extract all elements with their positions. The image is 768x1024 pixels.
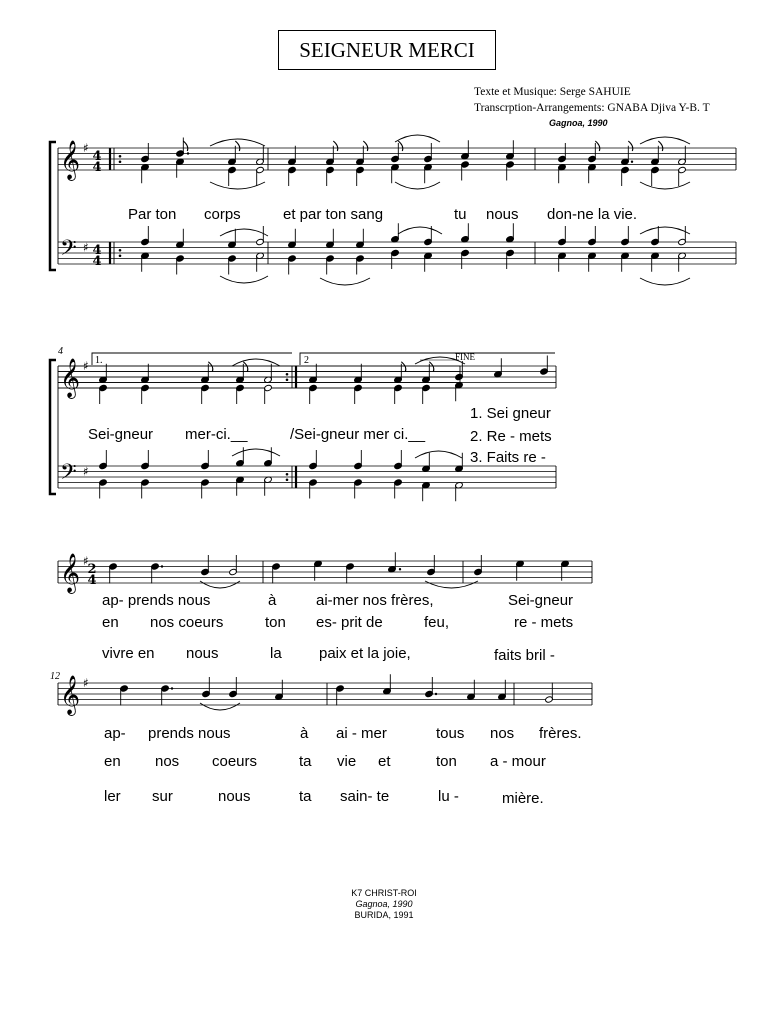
lyric-s3-v2-3: es- prit de [316,614,383,631]
lyric-s2-2: /Sei-gneur mer ci.__ [290,426,426,443]
footer [0,888,768,921]
lyric-s4-v2-4: vie [337,753,357,770]
footer-place: Gagnoa, 1990 [355,899,413,909]
system-bracket [50,360,56,494]
lyric-s4-v3-3: ta [299,788,312,805]
lyric-s4-v1-2: à [300,725,309,742]
lyric-s4-v2-6: ton [436,753,457,770]
credit-text-music: Texte et Musique: Serge SAHUIE [474,86,631,98]
lyric-s3-v3-2: la [270,645,282,662]
repeat-dot [119,160,122,163]
time-sig-den: 4 [92,254,102,269]
slur [415,451,462,458]
treble-clef: 𝄞 [60,675,81,716]
volta-2-number: 2 [304,355,309,366]
lyric-s3-v1-2: ai-mer nos frères, [316,592,434,609]
treble-clef: 𝄞 [60,140,81,181]
song-title: SEIGNEUR MERCI [299,37,475,62]
repeat-dot [119,155,122,158]
repeat-dot [286,373,289,376]
lyric-s3-v1-0: ap- prends nous [102,592,211,609]
lyric-s4-v2-7: a - mour [490,753,546,770]
lyric-s4-v1-1: prends nous [148,725,231,742]
lyric-s4-v1-5: nos [490,725,515,742]
verse1-start: 1. Sei gneur [470,405,551,422]
note-dot [435,693,437,695]
bass-clef: 𝄢 [60,236,77,267]
note-dot [631,161,633,163]
key-sharp: ♯ [83,554,89,568]
lyric-s3-v2-5: re - mets [514,614,574,631]
note-flag [398,141,403,151]
slur [640,278,690,285]
footer-burida: BURIDA, 1991 [354,910,414,920]
lyric-s4-v2-0: en [104,753,121,770]
lyric-s2-1: mer-ci.__ [185,426,248,443]
repeat-dot [286,478,289,481]
slur [398,227,442,234]
lyric-s4-v3-6: mière. [502,790,544,807]
lyric-s4-v2-1: nos [155,753,180,770]
repeat-dot [286,378,289,381]
key-sharp: ♯ [83,676,89,690]
lyric-s3-v2-0: en [102,614,119,631]
slur [220,229,268,236]
note-dot [399,568,401,570]
lyric-s1-1: corps [204,206,241,223]
time-sig-den: 4 [87,573,97,588]
key-sharp: ♯ [83,141,89,155]
credit-place: Gagnoa, 1990 [549,118,608,128]
lyric-s1-4: nous [486,206,519,223]
lyric-s3-v3-1: nous [186,645,219,662]
note-flag [243,362,248,372]
note-flag [333,141,338,151]
verse2-start: 2. Re - mets [470,428,552,445]
lyric-s4-v1-6: frères. [539,725,582,742]
time-sig-num: 4 [92,149,102,164]
measure-number-4: 4 [58,346,63,357]
lyric-s4-v1-0: ap- [104,725,126,742]
lyric-s4-v1-3: ai - mer [336,725,387,742]
slur [395,182,440,189]
lyric-s1-2: et par ton sang [283,206,384,223]
slur [640,137,690,144]
note-dot [161,565,163,567]
lyric-s4-v3-5: lu - [438,788,459,805]
lyric-s1-0: Par ton [128,206,177,223]
lyric-s3-v3-0: vivre en [102,645,155,662]
note-flag [628,141,633,151]
lyric-s4-v3-4: sain- te [340,788,390,805]
system-bracket [50,142,56,270]
fine-marking: FINE [455,352,475,362]
repeat-dot [119,249,122,252]
lyric-s4-v2-3: ta [299,753,312,770]
slur [200,703,240,710]
footer-album: K7 CHRIST-ROI [351,888,417,898]
time-sig-num: 2 [87,562,97,577]
time-sig-num: 4 [92,243,102,258]
slur [320,278,370,285]
volta-1-number: 1. [95,355,103,366]
note-flag [363,141,368,151]
lyric-s1-5: don-ne la vie. [547,206,638,223]
note-dot [171,687,173,689]
key-sharp: ♯ [83,464,89,479]
lyric-s4-v3-2: nous [218,788,251,805]
repeat-dot [286,473,289,476]
lyric-s4-v1-4: tous [436,725,465,742]
lyric-s4-v3-1: sur [152,788,173,805]
slur [640,227,690,234]
time-sig-den: 4 [92,160,102,175]
repeat-dot [119,254,122,257]
lyric-s2-0: Sei-gneur [88,426,154,443]
lyric-s4-v3-0: ler [104,788,121,805]
lyric-s3-v2-4: feu, [424,614,450,631]
note-flag [208,362,213,372]
treble-clef: 𝄞 [60,553,81,594]
note-flag [183,141,188,151]
credit-transcription: Transcrption-Arrangements: GNABA Djiva Y-B. T [474,102,710,114]
bass-clef: 𝄢 [60,460,77,491]
measure-number-12: 12 [50,671,60,682]
lyric-s3-v2-2: ton [265,614,286,631]
note-flag [658,141,663,151]
note-flag [401,362,406,372]
slur [232,359,280,366]
treble-clef: 𝄞 [60,358,81,399]
verse3-start: 3. Faits re - [470,449,546,466]
note-flag [595,141,600,151]
lyric-s1-3: tu [454,206,467,223]
lyric-s4-v2-5: et [378,753,391,770]
lyric-s3-v2-1: nos coeurs [150,614,224,631]
slur [640,182,690,189]
lyric-s3-v3-4: faits bril - [494,647,555,664]
slur [232,449,280,456]
key-sharp: ♯ [83,359,89,373]
lyric-s3-v1-3: Sei-gneur [508,592,574,609]
slur [220,276,268,283]
slur [425,581,478,588]
note-dot [187,152,189,154]
note-flag [429,362,434,372]
lyric-s3-v3-3: paix et la joie, [319,645,411,662]
slur [200,581,240,588]
slur [395,135,440,142]
note-flag [235,141,240,151]
key-sharp: ♯ [83,240,89,255]
lyric-s3-v1-1: à [268,592,277,609]
lyric-s4-v2-2: coeurs [212,753,258,770]
